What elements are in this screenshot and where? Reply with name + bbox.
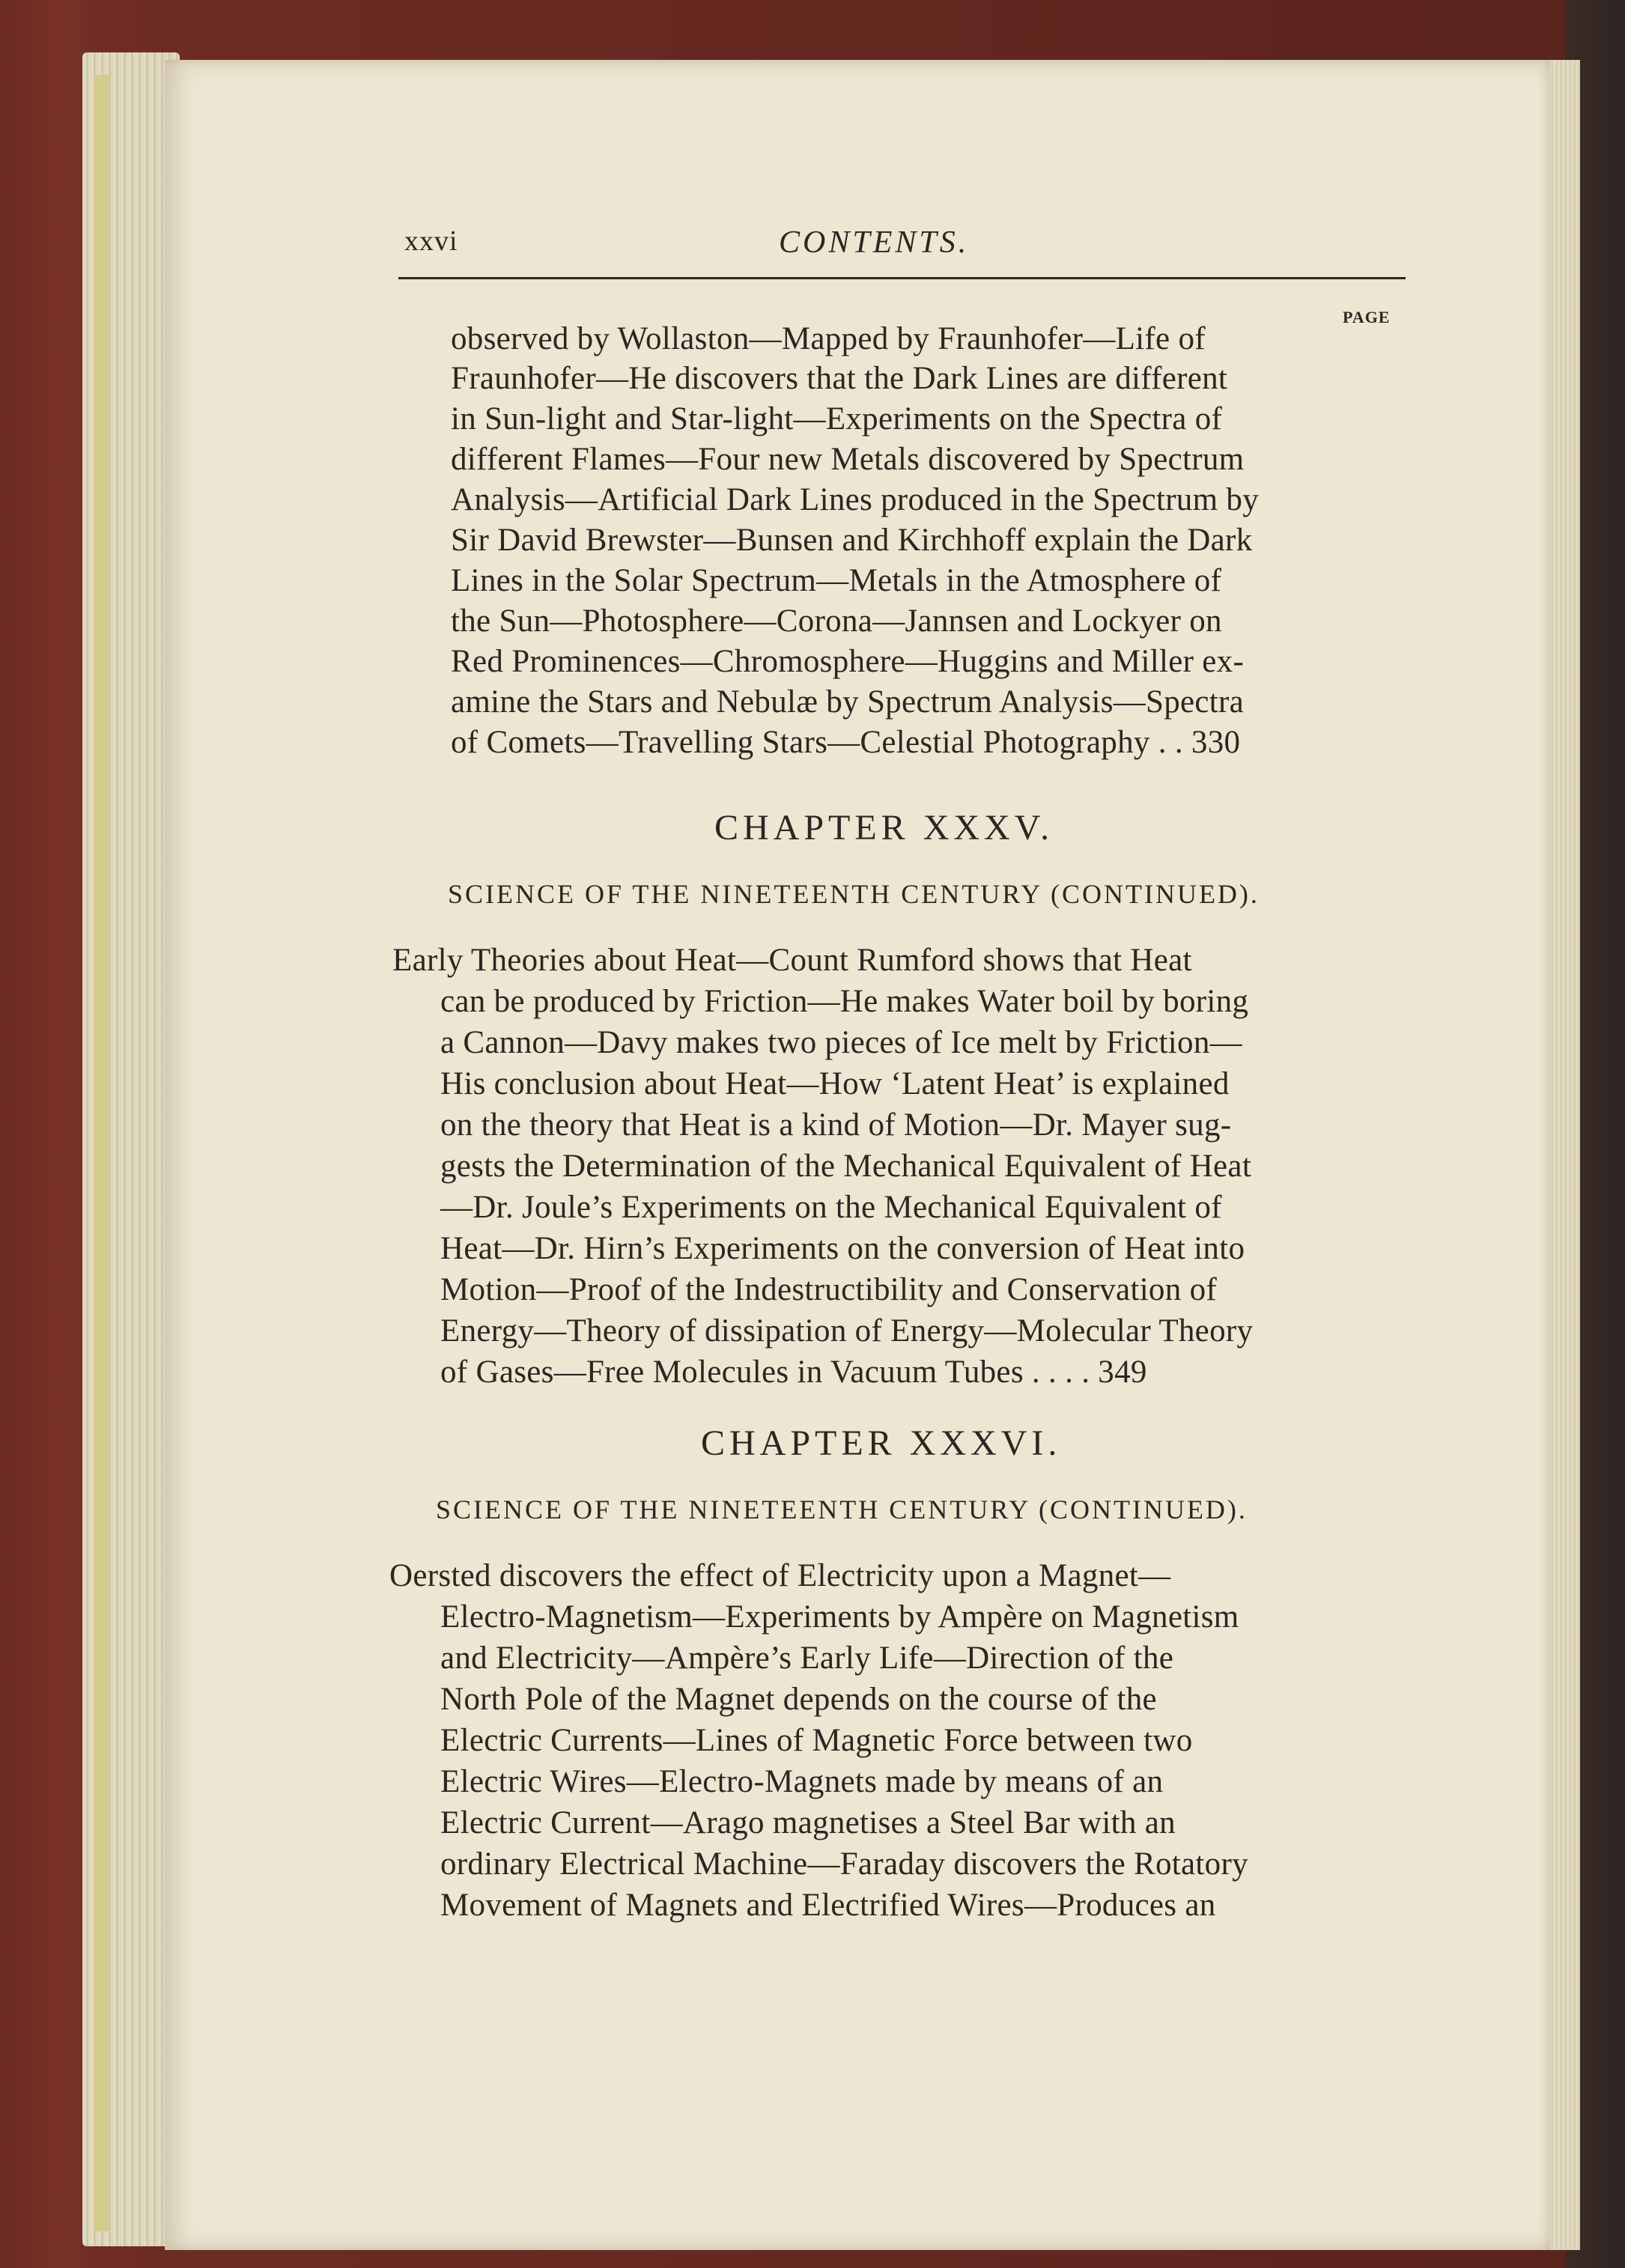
- toc-line: in Sun-light and Star-light—Experiments on the Spectra of: [451, 401, 1223, 437]
- toc-line: the Sun—Photosphere—Corona—Jannsen and Lockyer on: [451, 604, 1222, 639]
- toc-line-last: of Gases—Free Molecules in Vacuum Tubes . . . . 349: [440, 1355, 1147, 1390]
- toc-line: observed by Wollaston—Mapped by Fraunhofer—Life of: [451, 321, 1206, 356]
- header-rule: [398, 277, 1406, 279]
- toc-line: Movement of Magnets and Electrified Wires—Produces an: [440, 1888, 1216, 1923]
- toc-line: Early Theories about Heat—Count Rumford shows that Heat: [392, 943, 1192, 978]
- toc-line: Electric Current—Arago magnetises a Steel Bar with an: [440, 1805, 1176, 1840]
- toc-line: Oersted discovers the effect of Electricity upon a Magnet—: [389, 1558, 1171, 1593]
- toc-line: Heat—Dr. Hirn’s Experiments on the conversion of Heat into: [440, 1231, 1245, 1266]
- toc-line: Lines in the Solar Spectrum—Metals in the Atmosphere of: [451, 563, 1222, 598]
- toc-line-last: of Comets—Travelling Stars—Celestial Photography . . 330: [451, 725, 1241, 760]
- page-column-label: PAGE: [1343, 308, 1391, 326]
- running-head-page-number: xxvi: [404, 225, 458, 257]
- chapter-heading: CHAPTER XXXV.: [714, 808, 1054, 848]
- chapter-subtitle: SCIENCE OF THE NINETEENTH CENTURY (CONTINUED).: [448, 879, 1260, 909]
- running-head-title: CONTENTS.: [779, 225, 970, 260]
- toc-line: Motion—Proof of the Indestructibility and Conservation of: [440, 1272, 1218, 1307]
- toc-line: Energy—Theory of dissipation of Energy—Molecular Theory: [440, 1313, 1254, 1349]
- toc-line: ordinary Electrical Machine—Faraday discovers the Rotatory: [440, 1846, 1248, 1882]
- toc-line: North Pole of the Magnet depends on the course of the: [440, 1682, 1157, 1717]
- page-right-edges: [1550, 60, 1580, 2250]
- toc-line: and Electricity—Ampère’s Early Life—Direction of the: [440, 1641, 1174, 1676]
- gilt-edge: [94, 75, 109, 2231]
- toc-line: different Flames—Four new Metals discovered by Spectrum: [451, 442, 1245, 477]
- chapter-subtitle: SCIENCE OF THE NINETEENTH CENTURY (CONTINUED).: [436, 1495, 1248, 1524]
- toc-line: Electric Currents—Lines of Magnetic Force between two: [440, 1723, 1193, 1758]
- chapter-heading: CHAPTER XXXVI.: [701, 1423, 1062, 1463]
- toc-line: Electric Wires—Electro-Magnets made by means of an: [440, 1764, 1164, 1799]
- toc-line: can be produced by Friction—He makes Water boil by boring: [440, 984, 1249, 1019]
- toc-line: amine the Stars and Nebulæ by Spectrum Analysis—Spectra: [451, 684, 1245, 720]
- toc-line: on the theory that Heat is a kind of Motion—Dr. Mayer sug-: [440, 1107, 1232, 1143]
- toc-line: a Cannon—Davy makes two pieces of Ice melt by Friction—: [440, 1025, 1242, 1060]
- toc-line: Analysis—Artificial Dark Lines produced in the Spectrum by: [451, 482, 1260, 517]
- toc-line: Fraunhofer—He discovers that the Dark Lines are different: [451, 361, 1228, 396]
- toc-line: Sir David Brewster—Bunsen and Kirchhoff explain the Dark: [451, 523, 1253, 558]
- toc-line: Electro-Magnetism—Experiments by Ampère on Magnetism: [440, 1599, 1239, 1635]
- toc-line: Red Prominences—Chromosphere—Huggins and Miller ex-: [451, 644, 1245, 679]
- toc-line: —Dr. Joule’s Experiments on the Mechanical Equivalent of: [440, 1190, 1222, 1225]
- toc-line: gests the Determination of the Mechanical Equivalent of Heat: [440, 1149, 1252, 1184]
- toc-line: His conclusion about Heat—How ‘Latent Heat’ is explained: [440, 1066, 1230, 1101]
